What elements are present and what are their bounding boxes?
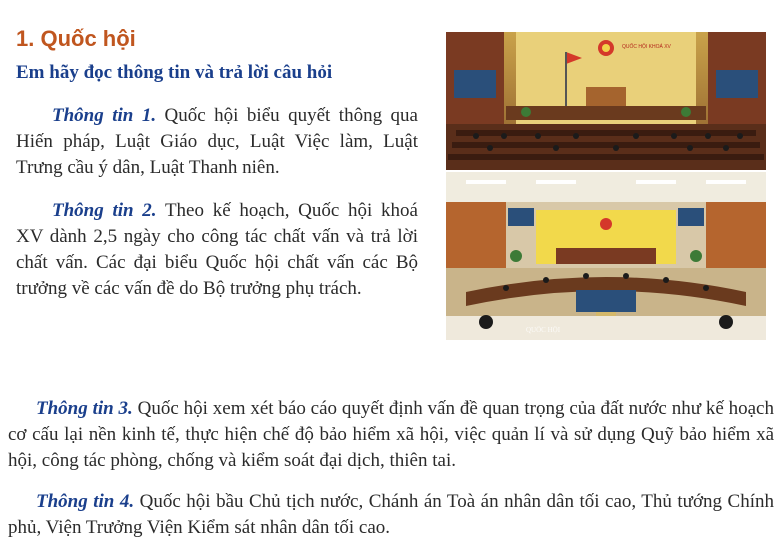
questioning-session-illustration <box>446 172 766 340</box>
info-2-text: Theo kế hoạch, Quốc hội khoá XV dành 2,5 ngày cho công tác chất vấn và trả lời chất vấn. Các đại biểu Quốc hội chất vấn các Bộ trưởng về các vấn đề do Bộ trưởng phụ trách. <box>16 200 418 299</box>
left-screen <box>454 70 496 98</box>
info-paragraph-4 <box>8 489 774 541</box>
info-paragraph-2 <box>16 198 418 302</box>
session-screen-left <box>508 208 534 226</box>
center-monitor <box>576 290 636 312</box>
info-paragraph-1 <box>16 103 418 181</box>
right-screen <box>716 70 758 98</box>
info-3-text: Quốc hội xem xét báo cáo quyết định vấn đề quan trọng của đất nước như kế hoạch cơ cấu lại nền kinh tế, thực hiện chế độ bảo hiểm xã hội, việc quản lí và sử dụng Quỹ bảo hiểm xã hội, công tác phòng, chống và kiểm soát đại dịch, thiên tai. <box>8 398 774 471</box>
assembly-hall-photo <box>446 32 766 170</box>
info-4-lead: Thông tin 4. <box>36 491 135 512</box>
national-emblem-icon-2 <box>600 218 612 230</box>
info-paragraph-3 <box>8 396 774 474</box>
info-2-lead: Thông tin 2. <box>52 200 157 221</box>
photo-watermark: QUỐC HỘI <box>526 326 561 334</box>
info-3-lead: Thông tin 3. <box>36 398 133 419</box>
info-4-text: Quốc hội bầu Chủ tịch nước, Chánh án Toà án nhân dân tối cao, Thủ tướng Chính phủ, Viện Trưởng Viện Kiểm sát nhân dân tối cao. <box>8 491 774 538</box>
instruction-heading: Em hãy đọc thông tin và trả lời câu hỏi <box>16 62 333 83</box>
info-1-text: Quốc hội biểu quyết thông qua Hiến pháp, Luật Giáo dục, Luật Việc làm, Luật Trưng cầu ý dân, Luật Thanh niên. <box>16 105 418 178</box>
section-heading: 1. Quốc hội <box>16 26 136 51</box>
info-1-lead: Thông tin 1. <box>52 105 157 126</box>
assembly-hall-illustration <box>446 32 766 170</box>
session-screen-right <box>678 208 704 226</box>
questioning-session-photo <box>446 172 766 340</box>
hall-banner-text: QUỐC HỘI KHOÁ XV <box>622 44 671 50</box>
